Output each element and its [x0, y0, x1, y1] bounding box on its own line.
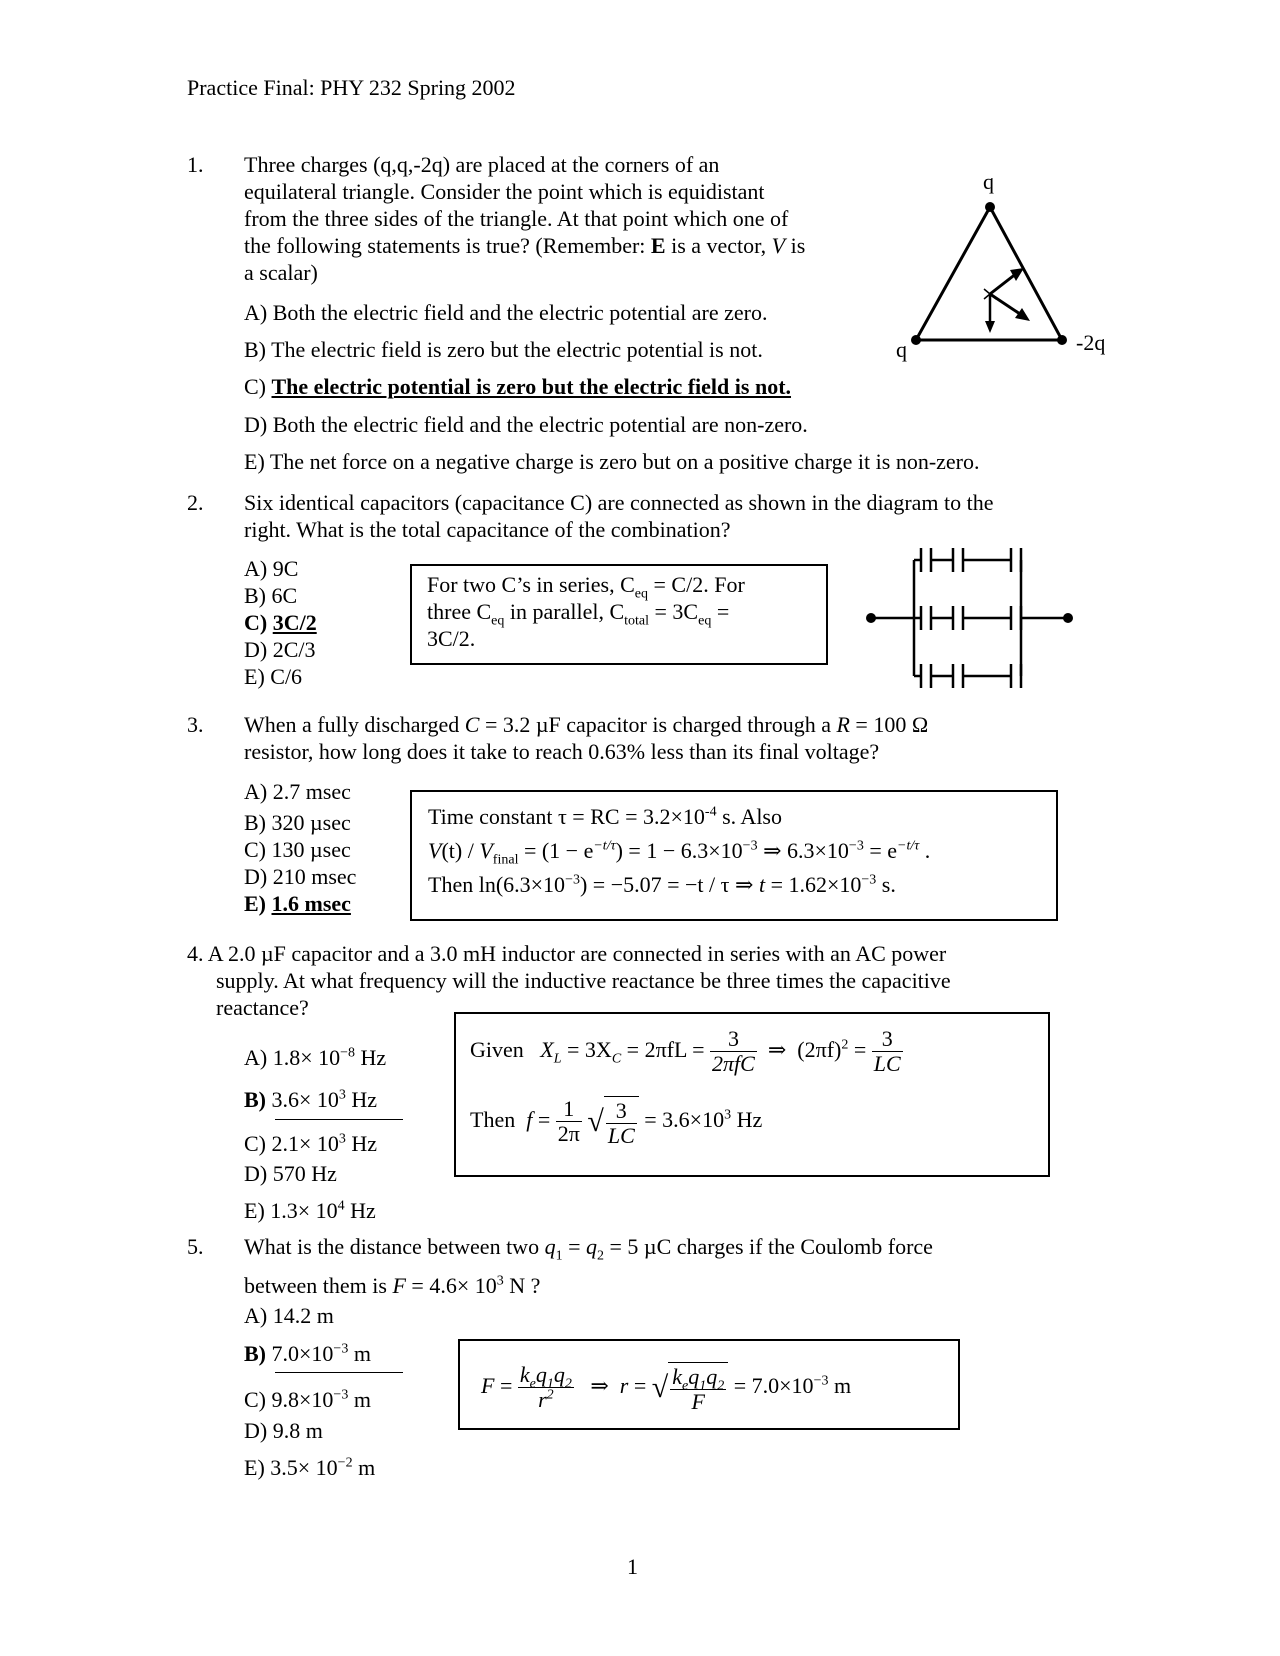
q2-solution: For two C’s in series, $C_{eq} = C/2$. For three $C_{eq}$ in parallel, $C_{total} = 3C_{eq}$ = 3C/2. — [427, 572, 745, 651]
q3-options: A) 2.7 msec B) 320 µsec C) 130 µsec D) 210 msec E) 1.6 msec — [244, 779, 357, 916]
q4-solution-line1: Given $X_L = 3X_C = 2\pi fL$ = $\frac{3}{\text{2πfC}}$ ⇒ $(2\pi f)^2$ = $\frac{3}{LC}$ — [470, 1026, 901, 1077]
question-1-text: Three charges (q,q,-2q) are placed at the corners of an equilateral triangle. Consider the point which is equidistant from the three sides of the triangle. At that point which one of the following statements is true? (Remember: E is a vector, V is a scalar) — [244, 152, 806, 285]
q5-option-c: C) $9.8\times 10^{-3}$ m — [244, 1387, 371, 1412]
question-5-number: 5. — [187, 1234, 204, 1259]
q5-option-e: E) $3.5\times 10^{-2}$ m — [244, 1455, 376, 1480]
triangle-label-right: -2q — [1076, 330, 1106, 355]
q1-option-a: A) Both the electric field and the electric potential are zero. — [244, 300, 768, 325]
q4-solution-line2: Then f = $\frac{1}{2\pi}$ √ $\frac{3}{LC}$ = $3.6\times 10^3$ Hz — [470, 1096, 763, 1148]
question-5-text-line2: between them is $F = 4.6\times 10^3$ N ? — [244, 1273, 541, 1298]
question-3-text: When a fully discharged C = 3.2 µF capacitor is charged through a R = 100 Ω resistor, how long does it take to reach 0.63% less than its final voltage? — [244, 712, 929, 764]
q5-option-d: D) 9.8 m — [244, 1418, 323, 1443]
q4-option-a: A) $1.8\times 10^{-8}$ Hz — [244, 1045, 387, 1070]
question-5-text-line1: What is the distance between two $q_1 = q_2 = 5$ µC charges if the Coulomb force — [244, 1234, 933, 1264]
page-title: Practice Final: PHY 232 Spring 2002 — [187, 75, 516, 100]
q4-answer-underline — [275, 1119, 403, 1120]
q4-correct-answer: $3.6\times 10^3$ Hz — [266, 1087, 378, 1112]
question-1-number: 1. — [187, 152, 204, 177]
q3-solution: Time constant τ = RC = $3.2\times 10^{-4}$ s. Also $V(t) / V_{final} = (1 - e^{-t/\tau}) = 1 - 6.3\times 10^{-3}$ ⇒ $6.3\times 10^{-3} = e^{-t/\tau}$ . Then $\ln(6.3\times 10^{-3}) = -5.07 = -t / \tau$ ⇒ $t = 1.62\times 10^{-3}$ s. — [428, 804, 931, 897]
question-2-number: 2. — [187, 490, 204, 515]
q5-solution: F = $\frac{k_eq_1q_2}{r^2}$ ⇒ r = √ $\frac{k_eq_1q_2}{F}$ = $7.0\times 10^{-3}$ m — [481, 1362, 852, 1414]
q5-option-b: B) $7.0\times 10^{-3}$ m — [244, 1341, 371, 1366]
q4-option-b: B) $3.6\times 10^3$ Hz — [244, 1087, 378, 1112]
q2-options: A) 9C B) 6C C) 3C/2 D) 2C/3 E) C/6 — [244, 556, 317, 689]
q5-correct-answer: $7.0\times 10^{-3}$ m — [266, 1341, 371, 1366]
question-4-text: 4. A 2.0 µF capacitor and a 3.0 mH inductor are connected in series with an AC power supply. At what frequency will the inductive reactance be three times the capacitive reactance? — [187, 941, 951, 1020]
question-3-number: 3. — [187, 712, 204, 737]
triangle-label-top: q — [983, 169, 994, 194]
q4-option-e: E) $1.3\times 10^4$ Hz — [244, 1198, 376, 1223]
q5-option-a: A) 14.2 m — [244, 1303, 334, 1328]
triangle-label-left: q — [896, 337, 907, 362]
q1-option-b: B) The electric field is zero but the electric potential is not. — [244, 337, 763, 362]
q1-option-e: E) The net force on a negative charge is zero but on a positive charge it is non-zero. — [244, 449, 980, 474]
q3-correct-answer: 1.6 msec — [271, 891, 351, 916]
q1-option-c: C) The electric potential is zero but the electric field is not. — [244, 374, 792, 399]
q5-answer-underline — [275, 1372, 403, 1373]
question-2-text: Six identical capacitors (capacitance C) are connected as shown in the diagram to the right. What is the total capacitance of the combination? — [244, 490, 994, 542]
q1-correct-answer: The electric potential is zero but the electric field is not. — [271, 374, 792, 399]
q4-option-c: C) $2.1\times 10^3$ Hz — [244, 1131, 378, 1156]
q1-option-d: D) Both the electric field and the electric potential are non-zero. — [244, 412, 808, 437]
q4-option-d: D) 570 Hz — [244, 1161, 337, 1186]
page-number: 1 — [627, 1554, 638, 1579]
q2-correct-answer: 3C/2 — [272, 610, 317, 635]
